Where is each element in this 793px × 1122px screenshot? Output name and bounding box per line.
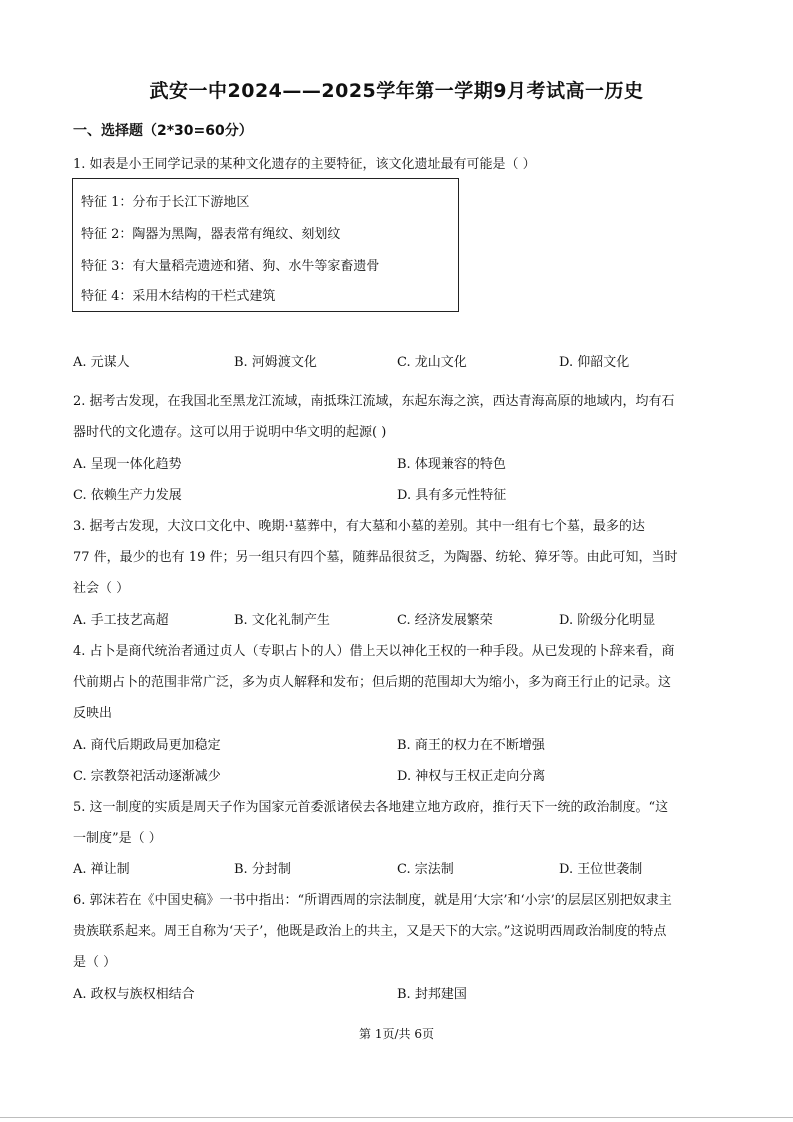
feature-table bbox=[72, 178, 459, 312]
question-2-line-1: 2. 据考古发现，在我国北至黑龙江流域，南抵珠江流域，东起东海之滨，西达青海高原的地域内，均有石 bbox=[73, 394, 675, 409]
feature-2: 特征 2：陶器为黑陶，器表常有绳纹、刻划纹 bbox=[81, 227, 341, 242]
q5-option-c: C. 宗法制 bbox=[397, 862, 454, 877]
q1-option-a: A. 元谋人 bbox=[73, 355, 130, 370]
q1-option-b: B. 河姆渡文化 bbox=[234, 355, 317, 370]
q3-option-c: C. 经济发展繁荣 bbox=[397, 613, 493, 628]
q6-option-a: A. 政权与族权相结合 bbox=[73, 987, 195, 1002]
q3-option-a: A. 手工技艺高超 bbox=[73, 613, 169, 628]
section-header: 一、选择题（2*30=60分） bbox=[73, 123, 253, 139]
feature-3: 特征 3：有大量稻壳遗迹和猪、狗、水牛等家畜遗骨 bbox=[81, 259, 380, 274]
question-1-line-1: 1. 如表是小王同学记录的某种文化遗存的主要特征，该文化遗址最有可能是（ ） bbox=[73, 157, 536, 172]
question-3-line-3: 社会（ ） bbox=[73, 581, 130, 596]
q4-option-c: C. 宗教祭祀活动逐渐减少 bbox=[73, 769, 221, 784]
q2-option-c: C. 依赖生产力发展 bbox=[73, 488, 182, 503]
question-3-line-2: 77 件，最少的也有 19 件；另一组只有四个墓，随葬品很贫乏，为陶器、纺轮、獐牙等。由此可知，当时 bbox=[73, 550, 678, 565]
q2-option-d: D. 具有多元性特征 bbox=[397, 488, 507, 503]
q3-option-b: B. 文化礼制产生 bbox=[234, 613, 330, 628]
question-6-line-1: 6. 郭沫若在《中国史稿》一书中指出：“所谓西周的宗法制度，就是用‘大宗’和‘小宗’的层层区别把奴隶主 bbox=[73, 893, 672, 908]
feature-1: 特征 1：分布于长江下游地区 bbox=[81, 195, 250, 210]
q2-option-b: B. 体现兼容的特色 bbox=[397, 457, 506, 472]
q1-option-c: C. 龙山文化 bbox=[397, 355, 467, 370]
q4-option-d: D. 神权与王权正走向分离 bbox=[397, 769, 546, 784]
question-6-line-2: 贵族联系起来。周王自称为‘天子’，他既是政治上的共主，又是天下的大宗。”这说明西周政治制度的特点 bbox=[73, 924, 667, 939]
feature-4: 特征 4：采用木结构的干栏式建筑 bbox=[81, 289, 276, 304]
q5-option-d: D. 王位世袭制 bbox=[559, 862, 643, 877]
question-4-line-2: 代前期占卜的范围非常广泛，多为贞人解释和发布；但后期的范围却大为缩小，多为商王行止的记录。这 bbox=[73, 675, 672, 690]
bottom-divider bbox=[0, 1117, 793, 1118]
question-4-line-3: 反映出 bbox=[73, 706, 113, 721]
q1-option-d: D. 仰韶文化 bbox=[559, 355, 630, 370]
question-3-line-1: 3. 据考古发现，大汶口文化中、晚期·¹墓葬中，有大墓和小墓的差别。其中一组有七个墓，最多的达 bbox=[73, 519, 645, 534]
question-4-line-1: 4. 占卜是商代统治者通过贞人（专职占卜的人）借上天以神化王权的一种手段。从已发现的卜辞来看，商 bbox=[73, 644, 675, 659]
question-6-line-3: 是（ ） bbox=[73, 955, 117, 970]
q3-option-d: D. 阶级分化明显 bbox=[559, 613, 656, 628]
q6-option-b: B. 封邦建国 bbox=[397, 987, 467, 1002]
q5-option-a: A. 禅让制 bbox=[73, 862, 130, 877]
q5-option-b: B. 分封制 bbox=[234, 862, 291, 877]
q2-option-a: A. 呈现一体化趋势 bbox=[73, 457, 182, 472]
page-footer: 第 1页/共 6页 bbox=[359, 1027, 434, 1041]
q4-option-b: B. 商王的权力在不断增强 bbox=[397, 738, 545, 753]
question-5-line-2: 一制度”是（ ） bbox=[73, 831, 162, 846]
question-5-line-1: 5. 这一制度的实质是周天子作为国家元首委派诸侯去各地建立地方政府，推行天下一统的政治制度。“这 bbox=[73, 800, 669, 815]
page-title: 武安一中2024——2025学年第一学期9月考试高一历史 bbox=[149, 80, 644, 102]
q4-option-a: A. 商代后期政局更加稳定 bbox=[73, 738, 221, 753]
question-2-line-2: 器时代的文化遗存。这可以用于说明中华文明的起源( ) bbox=[73, 425, 387, 440]
